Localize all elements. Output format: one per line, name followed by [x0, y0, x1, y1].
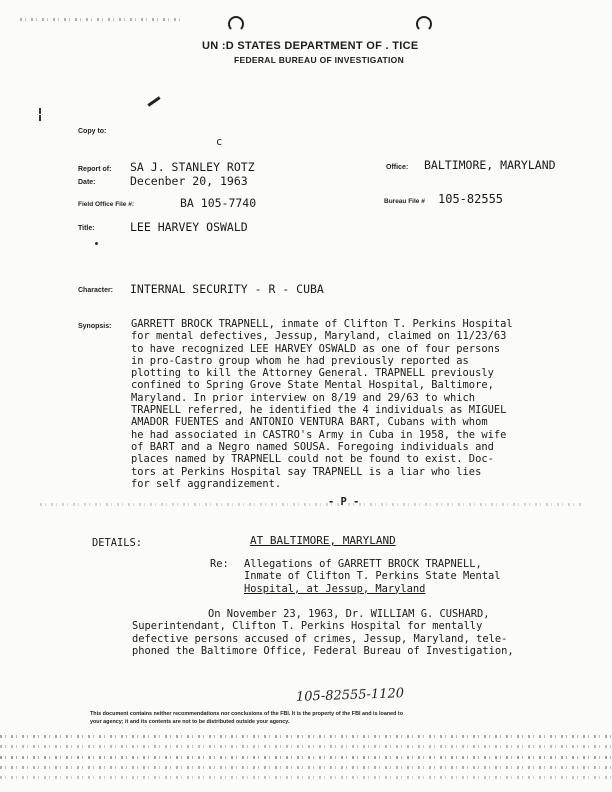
synopsis-line: TRAPNELL referred, he identified the 4 individuals as MIGUEL	[131, 404, 507, 417]
synopsis-line: for self aggrandizement.	[131, 477, 282, 490]
synopsis-line: tors at Perkins Hospital say TRAPNELL is a liar who lies	[131, 465, 482, 478]
title-value: LEE HARVEY OSWALD	[130, 220, 248, 234]
scan-noise-mid	[40, 503, 582, 506]
synopsis-line: plotting to kill the Attorney General. TRAPNELL previously	[131, 367, 494, 380]
re-line: Hospital, at Jessup, Maryland	[244, 582, 426, 595]
synopsis-line: in pro-Castro group whom he had previously reported as	[131, 354, 469, 367]
re-line: Inmate of Clifton T. Perkins State Mental	[244, 570, 501, 583]
synopsis-line: for mental defectives, Jessup, Maryland, claimed on 11/23/63	[131, 330, 507, 343]
synopsis-line: confined to Spring Grove State Mental Hospital, Baltimore,	[131, 379, 494, 392]
synopsis-line: GARRETT BROCK TRAPNELL, inmate of Clifton T. Perkins Hospital	[131, 318, 513, 330]
re-label: Re:	[210, 558, 229, 570]
date-label: Date:	[78, 179, 96, 186]
field-office-file-value: BA 105-7740	[180, 196, 257, 210]
hole-punch-mark	[416, 16, 432, 32]
synopsis-text	[131, 318, 513, 490]
scan-noise-bottom	[0, 766, 612, 769]
synopsis-line: places named by TRAPNELL could not be found to exist. Doc-	[131, 453, 494, 466]
bureau-file-label: Bureau File #	[384, 198, 425, 205]
character-value: INTERNAL SECURITY - R - CUBA	[130, 282, 324, 296]
bureau-name: FEDERAL BUREAU OF INVESTIGATION	[234, 55, 405, 65]
office-value: BALTIMORE, MARYLAND	[424, 158, 556, 172]
margin-tick	[39, 108, 41, 114]
synopsis-line: he had associated in CASTRO's Army in Cuba in 1958, the wife	[131, 428, 507, 441]
scan-noise-top	[20, 18, 182, 21]
section-separator: - P -	[328, 496, 360, 508]
scan-noise-bottom	[0, 776, 612, 779]
re-line: Allegations of GARRETT BROCK TRAPNELL,	[244, 558, 482, 570]
details-label: DETAILS:	[92, 537, 143, 549]
synopsis-line: Maryland. In prior interview on 8/19 and 29/63 to which	[131, 391, 476, 404]
report-of-label: Report of:	[78, 166, 112, 173]
handwritten-file-number: 105-82555-1120	[295, 686, 405, 705]
body-line: phoned the Baltimore Office, Federal Bureau of Investigation,	[132, 644, 514, 657]
body-line: On November 23, 1963, Dr. WILLIAM G. CUSHARD,	[208, 608, 490, 620]
footer-line: your agency; it and its contents are not to be distributed outside your agency.	[90, 719, 290, 725]
body-line: defective persons accused of crimes, Jessup, Maryland, tele-	[132, 632, 508, 645]
details-location: AT BALTIMORE, MARYLAND	[250, 534, 396, 547]
synopsis-line: AMADOR FUENTES and ANTONIO VENTURA BART, Cubans with whom	[131, 416, 488, 429]
footer-disclaimer	[90, 710, 403, 726]
report-of-value: SA J. STANLEY ROTZ	[130, 160, 255, 174]
margin-dot	[95, 242, 98, 245]
body-line: Superintendant, Clifton T. Perkins Hospital for mentally	[132, 620, 483, 633]
title-label: Title:	[78, 225, 95, 232]
agency-name: UN :D STATES DEPARTMENT OF . TICE	[202, 40, 419, 52]
copy-to-value: c	[216, 136, 223, 148]
body-paragraph	[132, 608, 514, 657]
date-value: Decenber 20, 1963	[130, 174, 248, 188]
scan-noise-bottom	[0, 745, 612, 748]
re-subject	[244, 558, 500, 595]
synopsis-label: Synopsis:	[78, 323, 112, 330]
field-office-file-label: Field Office File #:	[78, 201, 134, 208]
character-label: Character:	[78, 287, 114, 294]
hole-punch-mark	[228, 16, 244, 32]
pen-mark	[147, 96, 160, 106]
scan-noise-bottom	[0, 735, 612, 738]
synopsis-line: of BART and a Negro named SOUSA. Foregoing individuals and	[131, 440, 494, 453]
office-label: Office:	[386, 164, 409, 171]
margin-tick	[39, 115, 41, 121]
copy-to-label: Copy to:	[78, 128, 107, 135]
scan-noise-bottom	[0, 756, 612, 759]
synopsis-line: to have recognized LEE HARVEY OSWALD as one of four persons	[131, 342, 501, 355]
bureau-file-value: 105-82555	[438, 192, 504, 206]
footer-line: This document contains neither recommendations nor conclusions of the FBI. It is the property of the FBI and is loaned to	[90, 711, 403, 717]
